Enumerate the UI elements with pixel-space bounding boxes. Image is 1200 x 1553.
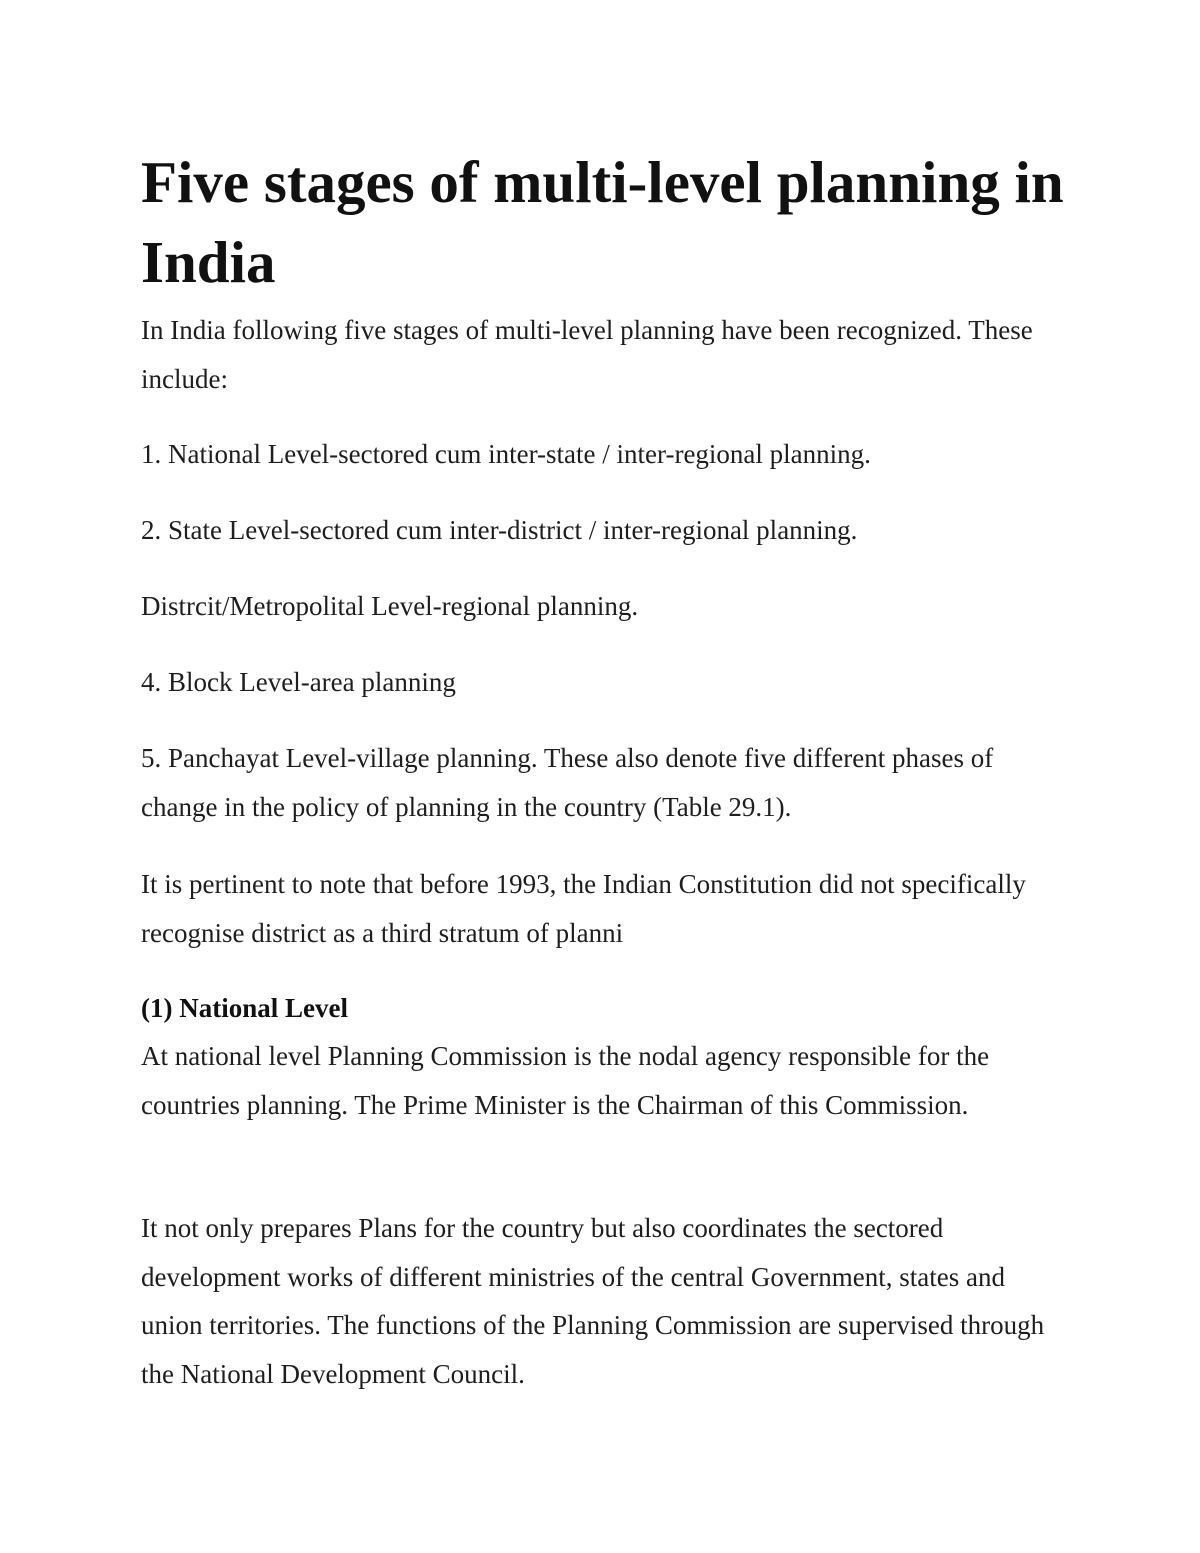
section-paragraph-2: It not only prepares Plans for the country but also coordinates the sectored development works of different ministries of the central Government, states and union territories. The functions of the Planning Commission are supervised through the National Development Council. [141, 1213, 1045, 1389]
stage-item-3: Distrcit/Metropolital Level-regional planning. [141, 591, 639, 621]
stage-item-5: 5. Panchayat Level-village planning. These also denote five different phases of change in the policy of planning in the country (Table 29.1). [141, 743, 994, 822]
stage-item-2: 2. State Level-sectored cum inter-district / inter-regional planning. [141, 515, 858, 545]
stage-item-4: 4. Block Level-area planning [141, 667, 456, 697]
note-paragraph: It is pertinent to note that before 1993, the Indian Constitution did not specifically recognise district as a third stratum of planni [141, 869, 1026, 948]
page-title: Five stages of multi-level planning in India [141, 149, 1064, 295]
section-paragraph-1: At national level Planning Commission is the nodal agency responsible for the countries planning. The Prime Minister is the Chairman of this Commission. [141, 1041, 990, 1120]
section-heading: (1) National Level [141, 993, 348, 1023]
stage-item-1: 1. National Level-sectored cum inter-state / inter-regional planning. [141, 439, 871, 469]
intro-paragraph: In India following five stages of multi-level planning have been recognized. These include: [141, 315, 1033, 394]
